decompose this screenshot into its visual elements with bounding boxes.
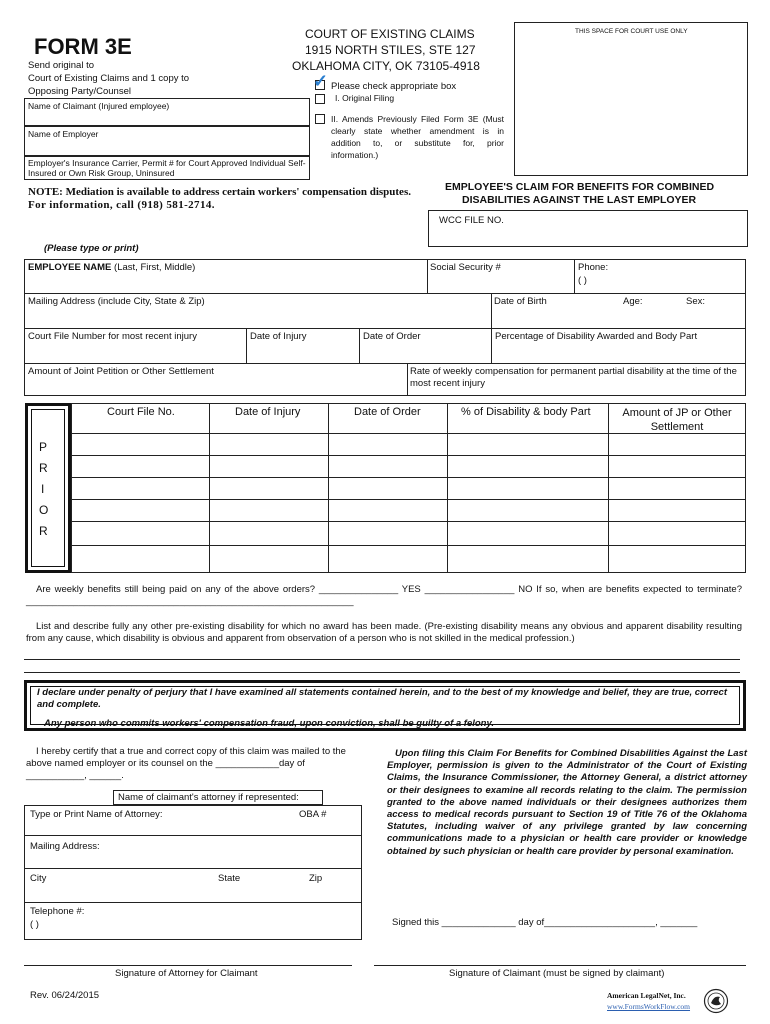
send-line-3: Opposing Party/Counsel bbox=[28, 86, 131, 97]
prior-letter-o: O bbox=[39, 503, 49, 517]
employee-name-label: EMPLOYEE NAME bbox=[28, 262, 112, 273]
amends-label: II. Amends Previously Filed Form 3E (Must clearly state whether amendment is in addition to, or substitute for, prior information.) bbox=[331, 114, 504, 160]
attorney-city-label[interactable]: City bbox=[30, 873, 47, 884]
oba-label[interactable]: OBA # bbox=[299, 809, 327, 820]
date-injury-label[interactable]: Date of Injury bbox=[250, 331, 307, 342]
prior-letter-p: P bbox=[39, 440, 48, 454]
mediation-note-2: For information, call (918) 581-2714. bbox=[28, 199, 215, 211]
prior-header-disability: % of Disability & body Part bbox=[461, 406, 591, 418]
amends-checkbox[interactable] bbox=[315, 114, 325, 124]
carrier-label: Employer's Insurance Carrier, Permit # for Court Approved Individual Self-Insured or Own Risk Group, Uninsured bbox=[28, 158, 306, 178]
age-label[interactable]: Age: bbox=[623, 296, 643, 307]
prior-header-date-injury: Date of Injury bbox=[235, 406, 301, 418]
attorney-zip-label[interactable]: Zip bbox=[309, 873, 323, 884]
prior-header-court-file: Court File No. bbox=[107, 406, 175, 418]
dob-label[interactable]: Date of Birth bbox=[494, 296, 547, 307]
court-line-1: COURT OF EXISTING CLAIMS bbox=[305, 27, 475, 41]
weekly-benefits-question[interactable]: Are weekly benefits still being paid on any of the above orders? _______________ YES _________________ NO If so, when are benefits expected to terminate? ______________________________________________________________ bbox=[26, 584, 742, 607]
phone-paren: ( ) bbox=[578, 275, 587, 286]
attorney-name-label[interactable]: Type or Print Name of Attorney: bbox=[30, 809, 163, 820]
claim-title-1: EMPLOYEE'S CLAIM FOR BENEFITS FOR COMBINED bbox=[445, 181, 715, 193]
pre-existing-disability-question[interactable]: List and describe fully any other pre-existing disability for which no award has been made. (Pre-existing disability means any obvious and apparent disability resulting from any cause, which disability is obvious and apparent from observation of a person who is not skilled in the medical profession.) bbox=[26, 621, 742, 644]
sex-label[interactable]: Sex: bbox=[686, 296, 706, 307]
wcc-file-label: WCC FILE NO. bbox=[439, 215, 504, 226]
pct-disability-label[interactable]: Percentage of Disability Awarded and Body Part bbox=[495, 331, 698, 342]
logo-line-2: www.FormsWorkFlow.com bbox=[607, 1002, 691, 1011]
send-line-1: Send original to bbox=[28, 60, 95, 71]
court-line-2: 1915 NORTH STILES, STE 127 bbox=[305, 43, 476, 57]
claimant-name-label: Name of Claimant (Injured employee) bbox=[28, 101, 170, 111]
legalnet-seal-icon bbox=[703, 988, 729, 1014]
ssn-label[interactable]: Social Security # bbox=[430, 262, 501, 273]
attorney-signature-label: Signature of Attorney for Claimant bbox=[115, 968, 258, 979]
attorney-title: Name of claimant's attorney if represented: bbox=[118, 792, 299, 803]
court-file-label[interactable]: Court File Number for most recent injury bbox=[28, 331, 197, 342]
employee-name-hint: (Last, First, Middle) bbox=[111, 262, 196, 273]
court-use-label: THIS SPACE FOR COURT USE ONLY bbox=[575, 28, 688, 35]
claim-title-2: DISABILITIES AGAINST THE LAST EMPLOYER bbox=[462, 194, 697, 206]
wcc-file-box[interactable] bbox=[428, 210, 748, 247]
attorney-signature-line[interactable] bbox=[24, 965, 352, 966]
please-check-label: Please check appropriate box bbox=[331, 81, 457, 92]
weekly-rate-label[interactable]: Rate of weekly compensation for permanent partial disability at the time of the most recent injury bbox=[410, 366, 737, 389]
certify-text[interactable]: I hereby certify that a true and correct copy of this claim was mailed to the above named employer or its counsel on the ____________day of ___________, ______. bbox=[26, 746, 346, 781]
joint-petition-label[interactable]: Amount of Joint Petition or Other Settlement bbox=[28, 366, 214, 377]
please-type-label: (Please type or print) bbox=[44, 243, 139, 254]
attorney-mailing-label[interactable]: Mailing Address: bbox=[30, 841, 100, 852]
phone-label[interactable]: Phone: bbox=[578, 262, 609, 273]
attorney-telephone-paren: ( ) bbox=[30, 919, 39, 930]
attorney-telephone-label[interactable]: Telephone #: bbox=[30, 906, 85, 917]
mailing-address-label[interactable]: Mailing Address (include City, State & Zip) bbox=[28, 296, 205, 307]
declaration-text-2: Any person who commits workers' compensation fraud, upon conviction, shall be guilty of a felony. bbox=[44, 718, 495, 729]
check-mark-icon: ✓ bbox=[313, 71, 329, 91]
carrier-box[interactable] bbox=[24, 156, 310, 180]
form-title: FORM 3E bbox=[34, 34, 132, 59]
prior-letter-r2: R bbox=[39, 524, 48, 538]
prior-letter-r: R bbox=[39, 461, 48, 475]
court-use-box bbox=[514, 22, 748, 176]
court-line-3: OKLAHOMA CITY, OK 73105-4918 bbox=[292, 59, 480, 73]
employer-name-label: Name of Employer bbox=[28, 129, 99, 139]
prior-side-box bbox=[25, 403, 71, 573]
original-filing-box[interactable] bbox=[315, 94, 325, 104]
answer-line-2[interactable] bbox=[24, 672, 740, 673]
original-filing-label: I. Original Filing bbox=[335, 93, 395, 103]
signed-this-line[interactable]: Signed this ______________ day of_____________________, _______ bbox=[392, 917, 698, 928]
prior-header-amount: Amount of JP or Other Settlement bbox=[622, 407, 732, 433]
permission-text: Upon filing this Claim For Benefits for Combined Disabilities Against the Last Employer, permission is given to the Administrator of the Court of Existing Claims, the Insurance Commissioner, the Attorney General, a district attorney or their designees to examine all records relating to the claim. The permission granted to the above named individuals or their designees authorizes them access to medical records pursuant to Section 19 of Title 76 of the Oklahoma Statutes, including waiver of any privilege granted by law concerning communications made to a physician or health care provider or knowledge obtained by such physician or health care provider by personal examination. bbox=[387, 748, 747, 857]
claimant-name-box[interactable] bbox=[24, 98, 310, 126]
answer-line-1[interactable] bbox=[24, 659, 740, 660]
american-legalnet-logo bbox=[607, 986, 731, 1016]
mediation-note-1: NOTE: Mediation is available to address certain workers' compensation disputes. bbox=[28, 186, 411, 198]
date-order-label[interactable]: Date of Order bbox=[363, 331, 421, 342]
send-line-2: Court of Existing Claims and 1 copy to bbox=[28, 73, 190, 84]
revision-date: Rev. 06/24/2015 bbox=[30, 990, 100, 1001]
prior-header-date-order: Date of Order bbox=[354, 406, 421, 418]
claimant-signature-label: Signature of Claimant (must be signed by claimant) bbox=[449, 968, 665, 979]
employer-name-box[interactable] bbox=[24, 126, 310, 156]
declaration-text-1: I declare under penalty of perjury that I have examined all statements contained herein, and to the best of my knowledge and belief, they are true, correct and complete. bbox=[37, 687, 727, 710]
attorney-title-box bbox=[113, 790, 323, 805]
employee-name-field[interactable] bbox=[28, 262, 195, 273]
prior-letter-i: I bbox=[41, 482, 45, 496]
claimant-signature-line[interactable] bbox=[374, 965, 746, 966]
attorney-state-label[interactable]: State bbox=[218, 873, 241, 884]
logo-line-1: American LegalNet, Inc. bbox=[607, 991, 686, 1000]
